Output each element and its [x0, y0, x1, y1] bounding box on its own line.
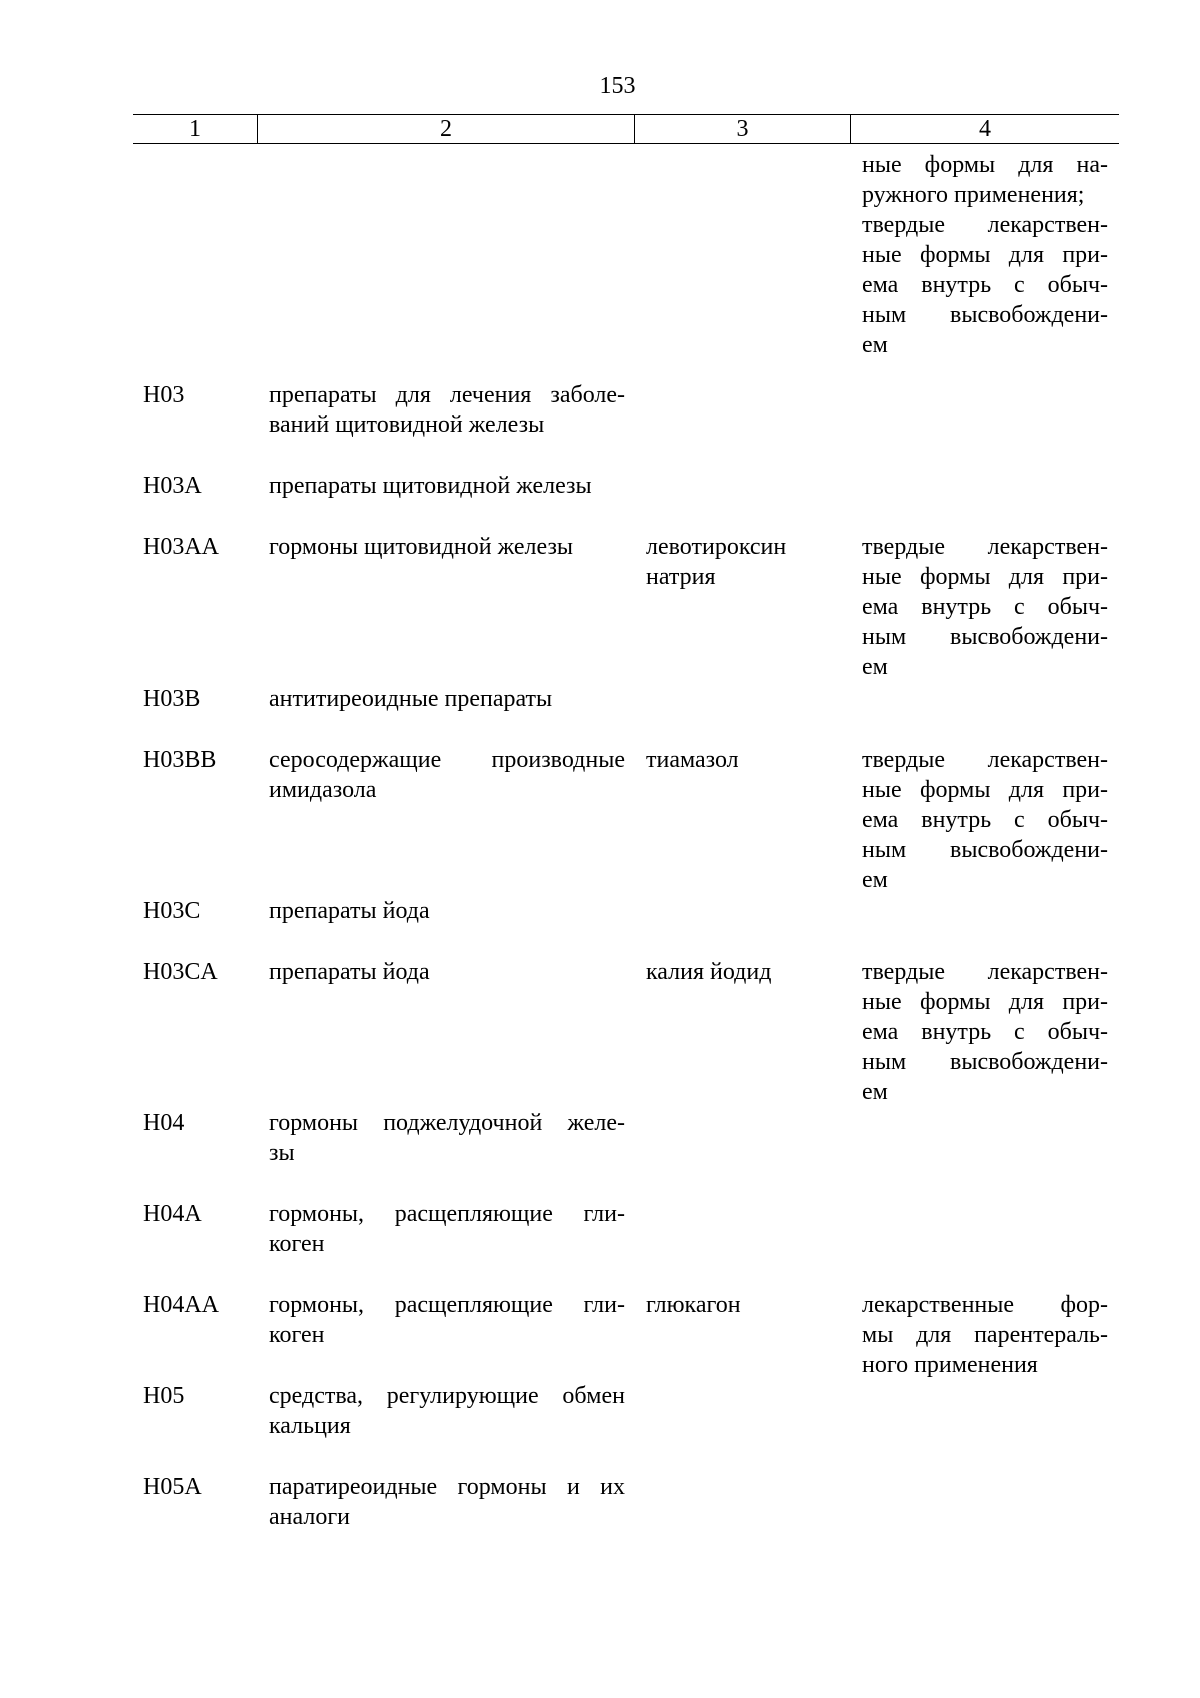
group-name: препараты йода — [269, 898, 430, 924]
group-name: гормоны щитовидной железы — [269, 534, 574, 560]
atc-code: H03C — [143, 898, 201, 924]
form-description: лекарственные фор- мы для парентераль- ного применения — [862, 1292, 1108, 1378]
drug-name: левотироксин натрия — [646, 534, 787, 590]
group-name: препараты для лечения заболе- ваний щитовидной железы — [269, 382, 625, 438]
form-description: твердые лекарствен- ные формы для при- ема внутрь с обыч- ным высвобождени- ем — [862, 747, 1108, 893]
header-col-3: 3 — [634, 115, 850, 143]
atc-code: H03A — [143, 473, 202, 499]
atc-code: H04AA — [143, 1292, 219, 1318]
atc-code: H04 — [143, 1110, 185, 1136]
atc-code: H03AA — [143, 534, 219, 560]
atc-code: H05A — [143, 1474, 202, 1500]
atc-code: H03 — [143, 382, 185, 408]
group-name: средства, регулирующие обмен кальция — [269, 1383, 625, 1439]
atc-code: H03CA — [143, 959, 218, 985]
group-name: гормоны, расщепляющие гли- коген — [269, 1201, 625, 1257]
group-name: препараты йода — [269, 959, 430, 985]
form-description: ные формы для на- ружного применения; твердые лекарствен- ные формы для при- ема внутрь с обыч- ным высвобождени- ем — [862, 152, 1108, 358]
drug-name: глюкагон — [646, 1292, 741, 1318]
header-col-4: 4 — [850, 115, 1119, 143]
drug-name: калия йодид — [646, 959, 772, 985]
page-number: 153 — [599, 73, 636, 99]
atc-code: H05 — [143, 1383, 185, 1409]
header-col-1: 1 — [189, 116, 201, 142]
atc-code: H03B — [143, 686, 201, 712]
atc-code: H03BB — [143, 747, 217, 773]
group-name: гормоны поджелудочной желе- зы — [269, 1110, 625, 1166]
form-description: твердые лекарствен- ные формы для при- ема внутрь с обыч- ным высвобождени- ем — [862, 959, 1108, 1105]
group-name: препараты щитовидной железы — [269, 473, 592, 499]
form-description: твердые лекарствен- ные формы для при- ема внутрь с обыч- ным высвобождени- ем — [862, 534, 1108, 680]
atc-code: H04A — [143, 1201, 202, 1227]
group-name: гормоны, расщепляющие гли- коген — [269, 1292, 625, 1348]
group-name: паратиреоидные гормоны и их аналоги — [269, 1474, 625, 1530]
group-name: серосодержащие производные имидазола — [269, 747, 625, 803]
table-header — [133, 114, 1119, 144]
group-name: антитиреоидные препараты — [269, 686, 553, 712]
drug-name: тиамазол — [646, 747, 739, 773]
header-col-2: 2 — [257, 115, 634, 143]
